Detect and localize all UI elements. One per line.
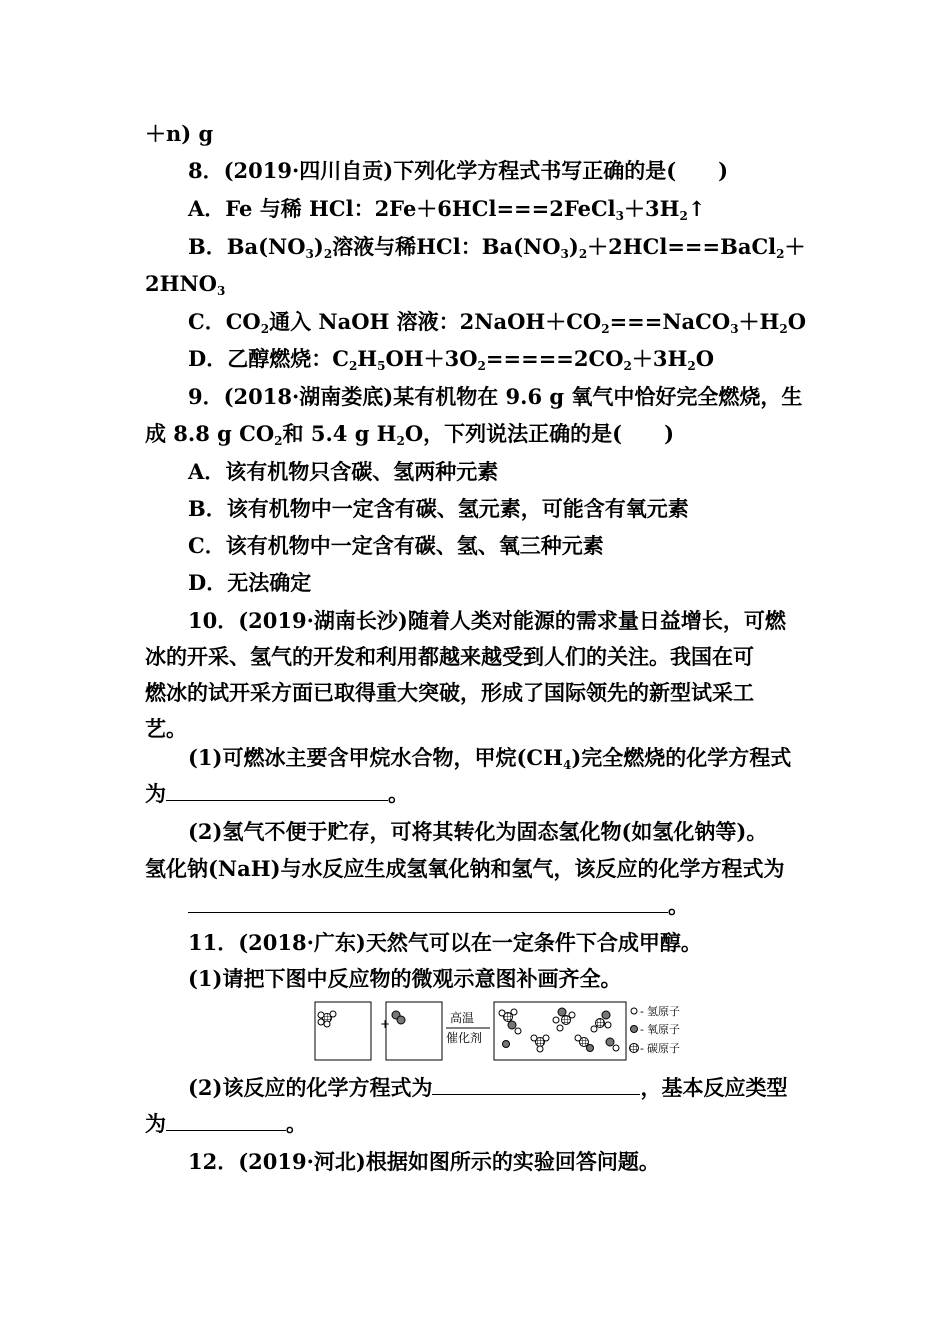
q11-part-1: (1)请把下图中反应物的微观示意图补画齐全。	[188, 966, 622, 991]
svg-text:-: -	[640, 1005, 644, 1018]
condition-high-temp: 高温	[450, 1011, 475, 1025]
legend-oxygen: 氧原子	[647, 1023, 680, 1036]
hydrogen-atom-icon	[631, 1008, 637, 1014]
legend-carbon: 碳原子	[647, 1042, 680, 1055]
q10-part-1-answer: 为 。	[145, 781, 409, 806]
question-9: 9．(2018·湖南娄底)某有机物在 9.6 g 氧气中恰好完全燃烧，生	[188, 384, 803, 409]
q9-option-c: C．该有机物中一定含有碳、氢、氧三种元素	[188, 533, 604, 558]
question-12: 12．(2019·河北)根据如图所示的实验回答问题。	[188, 1149, 660, 1174]
question-8: 8．(2019·四川自贡)下列化学方程式书写正确的是( )	[188, 158, 729, 183]
q10-part-1: (1)可燃冰主要含甲烷水合物，甲烷$(CH_4)$完全燃烧的化学方程式	[188, 745, 792, 772]
q9-option-a: A．该有机物只含碳、氢两种元素	[188, 459, 499, 484]
reactant-molecule-1	[318, 1011, 336, 1027]
q8-option-b-cont: $2HNO_3$	[145, 271, 226, 298]
continuation-line: ＋n) g	[145, 121, 214, 146]
q10-part-2: (2)氢气不便于贮存，可将其转化为固态氢化物(如氢化钠等)。	[188, 819, 768, 844]
q9-option-b: B．该有机物中一定含有碳、氢元素，可能含有氧元素	[188, 496, 689, 521]
question-10-line3: 燃冰的试开采方面已取得重大突破，形成了国际领先的新型试采工	[145, 680, 754, 705]
answer-blank[interactable]	[188, 892, 668, 913]
reaction-diagram-svg	[312, 998, 692, 1064]
answer-blank[interactable]	[166, 1110, 286, 1131]
q10-part-2-line2: 氢化钠(NaH)与水反应生成氢氧化钠和氢气，该反应的化学方程式为	[145, 856, 785, 881]
oxygen-atom-icon	[631, 1026, 638, 1033]
legend-hydrogen: 氢原子	[647, 1005, 680, 1018]
q11-part-2-answer: 为 。	[145, 1111, 307, 1136]
reactant-box-2	[386, 1002, 442, 1060]
reaction-micro-diagram	[312, 998, 692, 1064]
up-arrow-icon: ↑	[687, 196, 706, 221]
svg-text:-: -	[640, 1042, 644, 1055]
reactant-box-1	[315, 1002, 371, 1060]
q11-part-2: (2)该反应的化学方程式为 ，基本反应类型	[188, 1075, 788, 1100]
legend	[630, 1004, 681, 1055]
svg-text:-: -	[640, 1023, 644, 1036]
q8-option-d: D．乙醇燃烧：$C_2H_5OH+3O_2=====2CO_2+3H_2O$	[188, 346, 714, 373]
question-9-cont: 成 8.8 g $CO_2$和 5.4 g $H_2O$，下列说法正确的是( )	[145, 421, 675, 448]
question-10-line4: 艺。	[145, 716, 187, 741]
condition-catalyst: 催化剂	[446, 1031, 483, 1045]
q9-option-d: D．无法确定	[188, 570, 312, 595]
answer-blank[interactable]	[432, 1074, 640, 1095]
q8-option-a: A．Fe 与稀 HCl：$2Fe+6HCl===2FeCl_3+3H_2↑$	[188, 196, 706, 223]
carbon-atom-icon	[630, 1044, 639, 1053]
question-10: 10．(2019·湖南长沙)随着人类对能源的需求量日益增长，可燃	[188, 608, 786, 633]
q10-part-2-answer: 。	[188, 892, 805, 920]
reactant-molecule-2	[392, 1011, 405, 1024]
question-10-line2: 冰的开采、氢气的开发和利用都越来越受到人们的关注。我国在可	[145, 644, 754, 669]
product-molecules	[499, 1008, 619, 1052]
question-11: 11．(2018·广东)天然气可以在一定条件下合成甲醇。	[188, 930, 702, 955]
q8-option-b: B． $Ba(NO_3)_2$ 溶液与稀 HCl： $Ba(NO_3)_2$ ＋2HCl===BaCl$_2$ ＋	[188, 234, 806, 261]
answer-blank[interactable]	[166, 780, 388, 801]
plus-sign: +	[380, 1017, 391, 1031]
q8-option-c: C．$CO_2$通入 NaOH 溶液：$2NaOH+CO_2===NaCO_3+H_2O$	[188, 309, 807, 336]
